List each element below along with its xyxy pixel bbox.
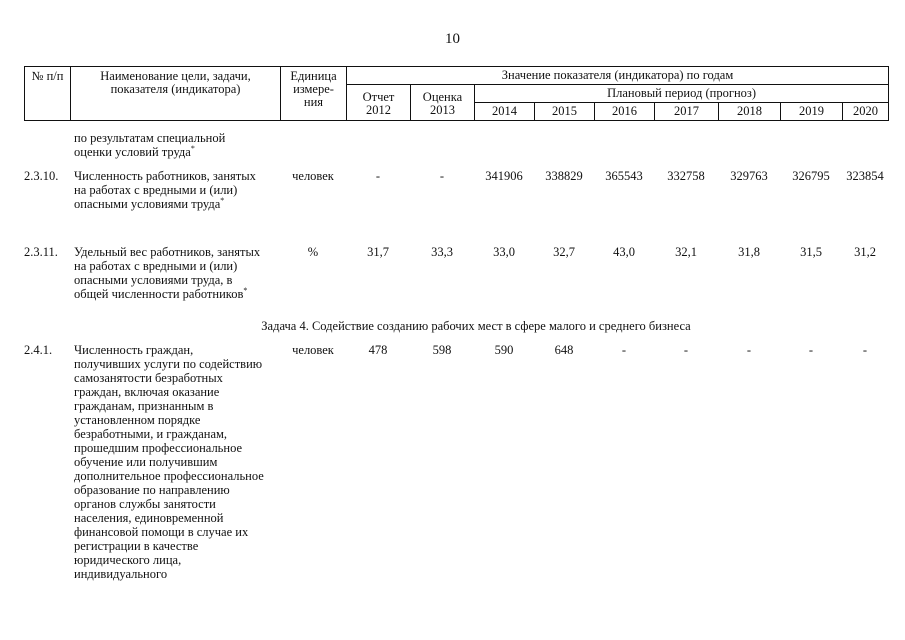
row-indicator-name: Удельный вес работников, занятых на работах с вредными и (или) опасными условиями труда, в общей численности работников* bbox=[74, 245, 261, 301]
header-year: 2015 bbox=[535, 103, 595, 121]
value-cell: 365543 bbox=[605, 169, 643, 183]
header-year: 2014 bbox=[475, 103, 535, 121]
value-cell: 598 bbox=[432, 343, 452, 357]
value-cell: 648 bbox=[554, 343, 574, 357]
value-cell: 590 bbox=[494, 343, 514, 357]
footnote-mark: * bbox=[243, 285, 248, 295]
value-cell: 326795 bbox=[792, 169, 830, 183]
row-number: 2.4.1. bbox=[24, 343, 53, 357]
value-cell: - bbox=[862, 343, 868, 357]
value-cell: 341906 bbox=[485, 169, 523, 183]
indicator-table-body bbox=[24, 131, 888, 581]
value-cell: 332758 bbox=[667, 169, 705, 183]
page-number: 10 bbox=[445, 31, 460, 47]
header-year: 2016 bbox=[595, 103, 655, 121]
header-values-by-year: Значение показателя (индикатора) по годам bbox=[347, 67, 889, 85]
value-cell: - bbox=[683, 343, 689, 357]
header-year: 2020 bbox=[843, 103, 889, 121]
header-unit: Единица измере- ния bbox=[281, 67, 347, 121]
footnote-mark: * bbox=[190, 143, 195, 153]
header-report-2012: Отчет 2012 bbox=[347, 85, 411, 121]
value-cell: 31,2 bbox=[854, 245, 876, 259]
value-cell: 32,1 bbox=[675, 245, 697, 259]
value-cell: 338829 bbox=[545, 169, 583, 183]
value-cell: 32,7 bbox=[553, 245, 575, 259]
header-year: 2019 bbox=[781, 103, 843, 121]
header-indicator-name: Наименование цели, задачи, показателя (индикатора) bbox=[71, 67, 281, 121]
task-heading: Задача 4. Содействие созданию рабочих мест в сфере малого и среднего бизнеса bbox=[261, 319, 691, 333]
value-cell: 478 bbox=[368, 343, 388, 357]
row-indicator-name: Численность работников, занятых на работах с вредными и (или) опасными условиями труда* bbox=[74, 169, 256, 211]
value-cell: 31,5 bbox=[800, 245, 822, 259]
table-row bbox=[24, 343, 888, 581]
row-indicator-name: Численность граждан, получивших услуги по содействию самозанятости безработных граждан, включая оказание гражданам, признанным в установленном порядке безработными, и гражданам, прошедшим профессиональное обучение или получившим дополнительное профессиональное образование по направлению органов службы занятости населения, единовременной финансовой помощи в случае их регистрации в качестве юридического лица, индивидуального bbox=[74, 343, 264, 581]
value-cell: 43,0 bbox=[613, 245, 635, 259]
header-number: № п/п bbox=[25, 67, 71, 121]
value-cell: 323854 bbox=[846, 169, 884, 183]
value-cell: 31,8 bbox=[738, 245, 760, 259]
row-unit: % bbox=[307, 245, 319, 259]
row-unit: человек bbox=[292, 169, 334, 183]
header-year: 2018 bbox=[719, 103, 781, 121]
continuation-text: по результатам специальной оценки условий труда* bbox=[74, 131, 226, 159]
value-cell: 33,3 bbox=[431, 245, 453, 259]
value-cell: - bbox=[808, 343, 814, 357]
table-row bbox=[24, 169, 888, 245]
header-plan-period: Плановый период (прогноз) bbox=[475, 85, 889, 103]
value-cell: - bbox=[621, 343, 627, 357]
footnote-mark: * bbox=[220, 195, 225, 205]
row-number: 2.3.11. bbox=[24, 245, 58, 259]
header-year: 2017 bbox=[655, 103, 719, 121]
table-row bbox=[24, 245, 888, 307]
value-cell: 33,0 bbox=[493, 245, 515, 259]
row-unit: человек bbox=[292, 343, 334, 357]
continuation-row bbox=[24, 131, 888, 161]
value-cell: 329763 bbox=[730, 169, 768, 183]
value-cell: - bbox=[746, 343, 752, 357]
header-estimate-2013: Оценка 2013 bbox=[411, 85, 475, 121]
indicator-table-header bbox=[24, 66, 889, 121]
value-cell: 31,7 bbox=[367, 245, 389, 259]
value-cell: - bbox=[439, 169, 445, 183]
row-number: 2.3.10. bbox=[24, 169, 59, 183]
value-cell: - bbox=[375, 169, 381, 183]
